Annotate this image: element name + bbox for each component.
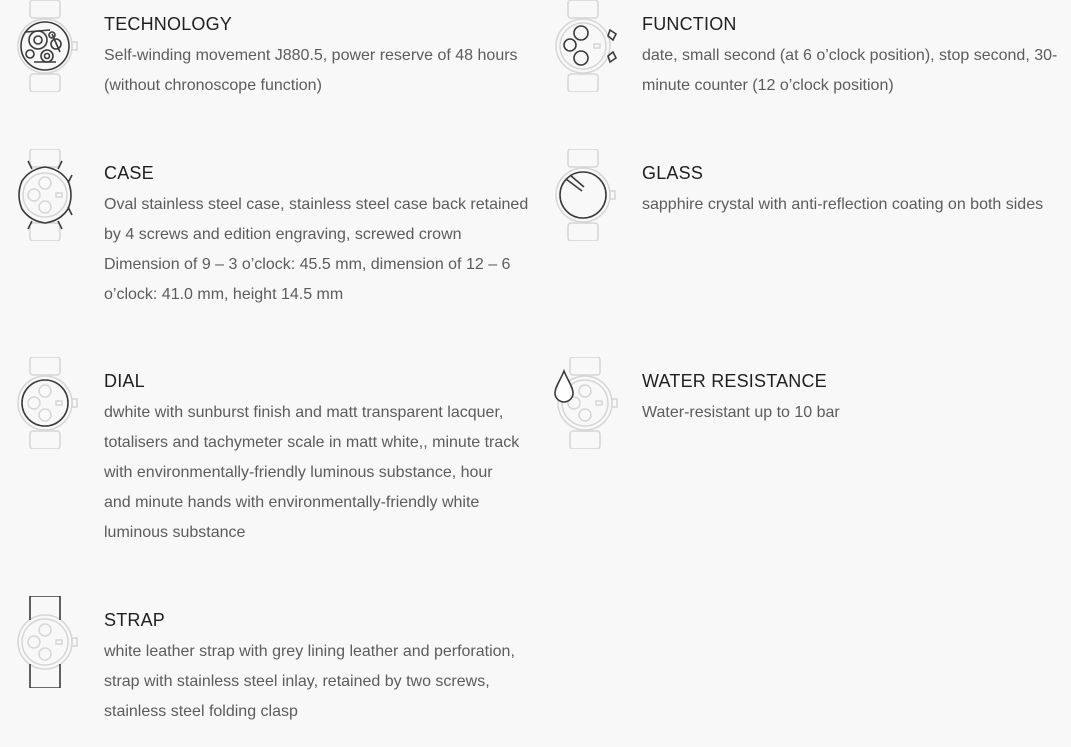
- spec-title: STRAP: [104, 610, 166, 630]
- spec-description: white leather strap with grey lining leather and perforation, strap with stainless steel inlay, retained by two screws, stainless steel folding clasp: [104, 643, 515, 720]
- spec-title: GLASS: [642, 163, 704, 183]
- spec-title: WATER RESISTANCE: [642, 371, 827, 391]
- strap-icon: [16, 596, 82, 688]
- movement-icon: [16, 0, 82, 92]
- subdials-icon: [554, 0, 620, 92]
- spec-description: date, small second (at 6 o’clock position), stop second, 30- minute counter (12 o’clock position): [642, 47, 1058, 94]
- spec-title: DIAL: [104, 371, 145, 391]
- glass-icon: [554, 149, 620, 241]
- case-icon: [16, 149, 82, 241]
- spec-description: Self-winding movement J880.5, power reserve of 48 hours (without chronoscope function): [104, 47, 518, 94]
- water-drop-icon: [554, 357, 620, 449]
- spec-title: FUNCTION: [642, 14, 737, 34]
- spec-description: Oval stainless steel case, stainless steel case back retained by 4 screws and edition engraving, screwed crown Dimension of 9 – 3 o’clock: 45.5 mm, dimension of 12 – 6 o’clock: 41.0 mm, height 14.5 mm: [104, 196, 529, 303]
- spec-title: TECHNOLOGY: [104, 14, 233, 34]
- spec-title: CASE: [104, 163, 154, 183]
- dial-icon: [16, 357, 82, 449]
- spec-description: Water-resistant up to 10 bar: [642, 404, 840, 421]
- spec-description: dwhite with sunburst finish and matt transparent lacquer, totalisers and tachymeter scale in matt white,, minute track with environmentally-friendly luminous substance, hour and minute hands with environmentally-friendly white luminous substance: [104, 404, 520, 541]
- spec-description: sapphire crystal with anti-reflection coating on both sides: [642, 196, 1044, 213]
